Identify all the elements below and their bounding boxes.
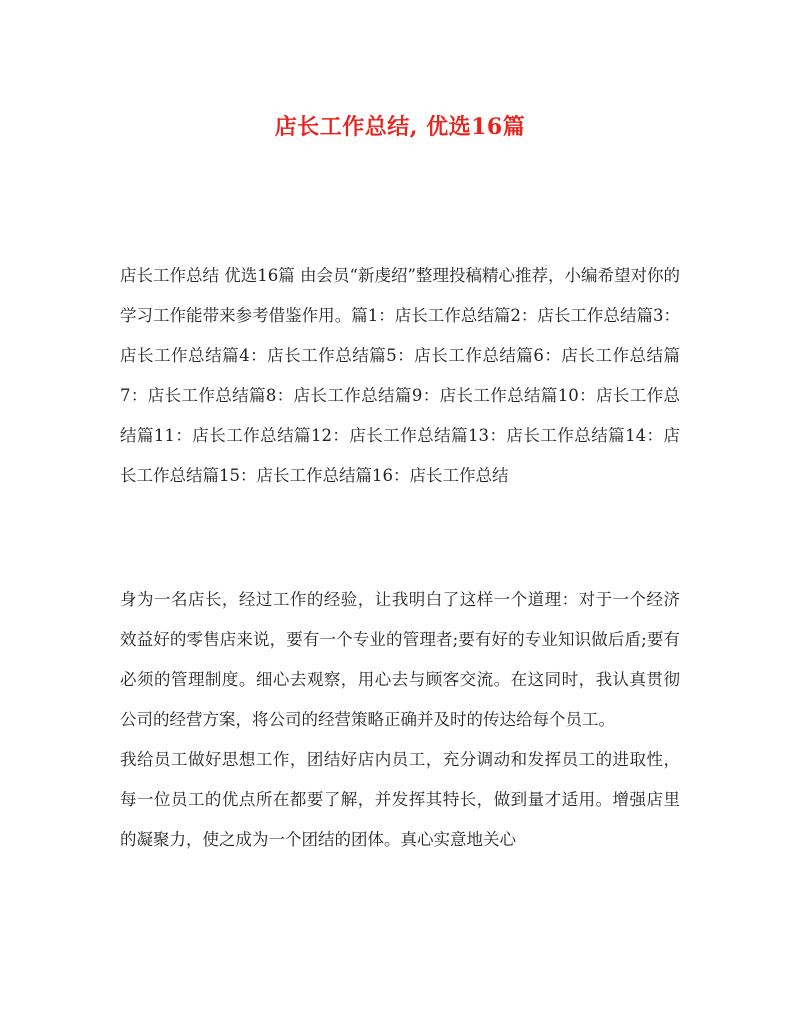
document-title: 店长工作总结, 优选16篇 (274, 114, 526, 140)
body-paragraph-1: 身为一名店长，经过工作的经验，让我明白了这样一个道理：对于一个经济效益好的零售店来说，要有一个专业的管理者;要有好的专业知识做后盾;要有必须的管理制度。细心去观察，用心去与顾客交流。在这同时，我认真贯彻公司的经营方案，将公司的经营策略正确并及时的传达给每个员工。 (120, 590, 680, 729)
body-paragraph-2: 我给员工做好思想工作，团结好店内员工，充分调动和发挥员工的进取性，每一位员工的优点所在都要了解，并发挥其特长，做到量才适用。增强店里的凝聚力，使之成为一个团结的团体。真心实意地关心 (120, 750, 680, 849)
body-section (120, 580, 680, 860)
intro-paragraph: 店长工作总结 优选16篇 由会员“新虔绍”整理投稿精心推荐，小编希望对你的学习工作能带来参考借鉴作用。篇1：店长工作总结篇2：店长工作总结篇3：店长工作总结篇4：店长工作总结篇5：店长工作总结篇6：店长工作总结篇7：店长工作总结篇8：店长工作总结篇9：店长工作总结篇10：店长工作总结篇11：店长工作总结篇12：店长工作总结篇13：店长工作总结篇14：店长工作总结篇15：店长工作总结篇16：店长工作总结 (120, 266, 680, 485)
intro-section (120, 256, 680, 496)
